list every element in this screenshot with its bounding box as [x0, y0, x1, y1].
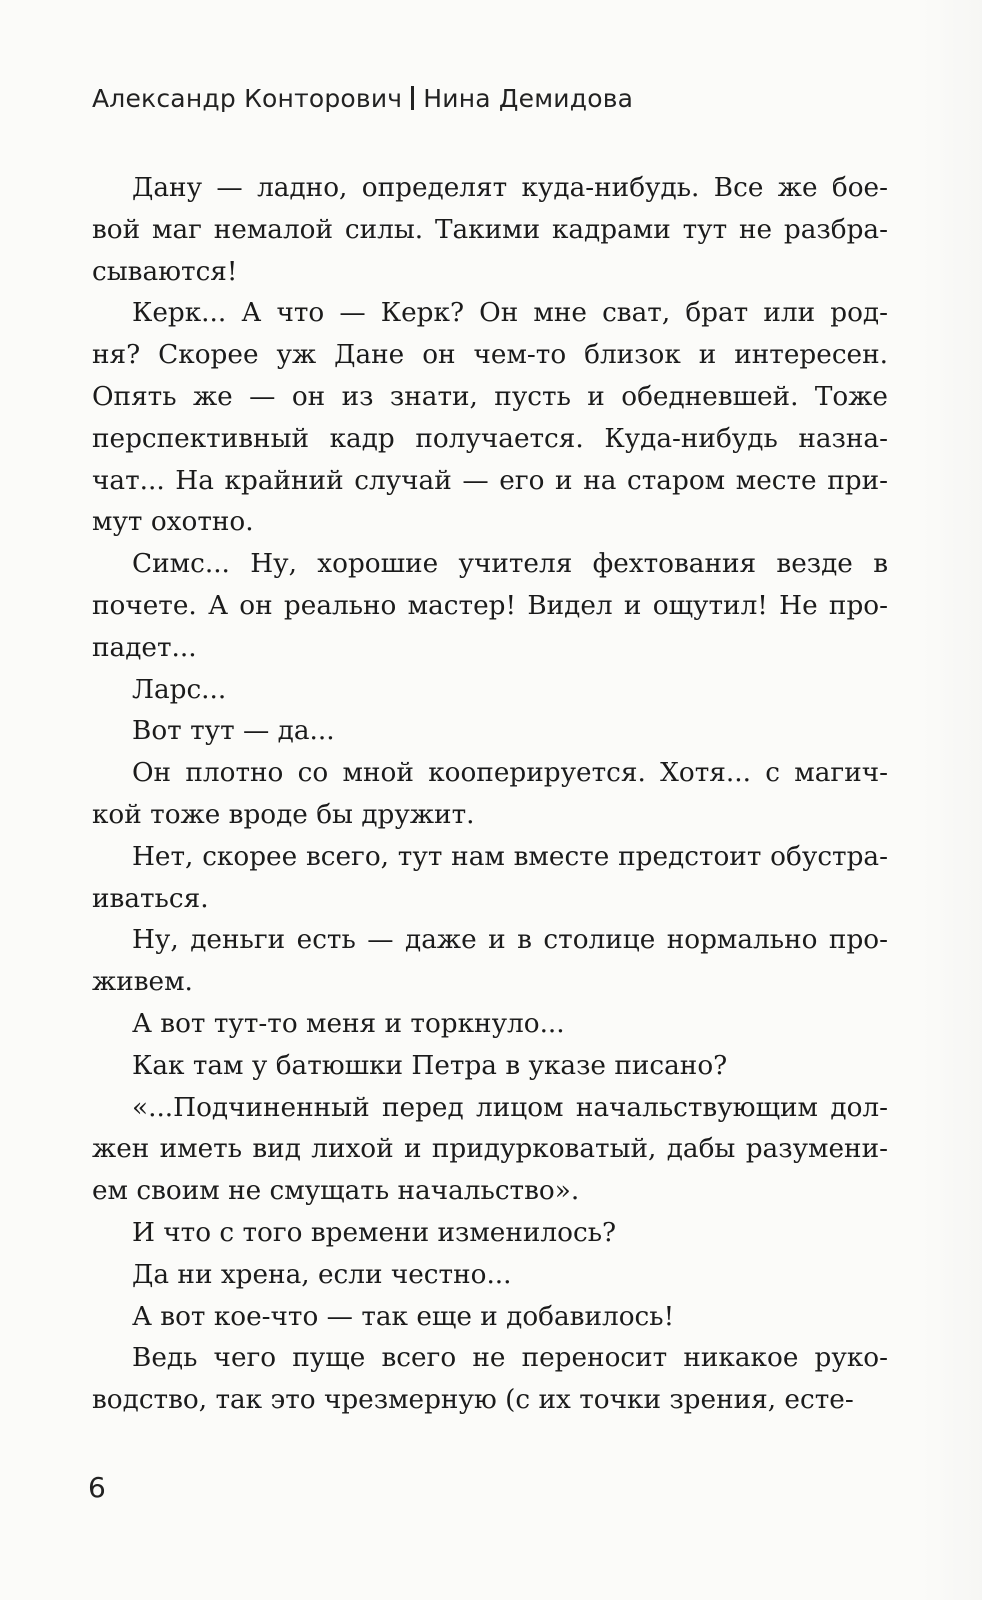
- text-line: Ларс...: [132, 674, 227, 705]
- paper-edge-shade: [922, 0, 982, 1600]
- text-line: Опять же — он из знати, пусть и обедневшей. Тоже: [92, 381, 888, 412]
- text-line: падет...: [92, 632, 197, 663]
- paragraph: [92, 1004, 888, 1046]
- paragraph: [92, 670, 888, 712]
- text-line: Керк... А что — Керк? Он мне сват, брат или род-: [132, 298, 888, 329]
- paragraph: [92, 544, 888, 669]
- text-line: Дану — ладно, определят куда-нибудь. Все же бое-: [132, 173, 888, 203]
- text-line: Симс... Ну, хорошие учителя фехтования везде в: [132, 549, 888, 580]
- text-line: чат... На крайний случай — его и на старом месте при-: [92, 465, 888, 496]
- header-separator: [411, 86, 414, 110]
- text-line: «...Подчиненный перед лицом начальствующим дол-: [132, 1092, 888, 1123]
- paragraph: [92, 1213, 888, 1255]
- paragraph: [92, 920, 888, 1004]
- text-line: А вот кое-что — так еще и добавилось!: [132, 1301, 675, 1332]
- text-line: почете. А он реально мастер! Видел и ощутил! Не про-: [92, 590, 888, 621]
- paragraph: [92, 1088, 888, 1213]
- text-line: ем своим не смущать начальство».: [92, 1176, 580, 1207]
- page-number: 6: [88, 1471, 106, 1504]
- author-name-2: Нина Демидова: [423, 84, 634, 113]
- text-line: Да ни хрена, если честно...: [132, 1259, 512, 1290]
- author-name-1: Александр Конторович: [92, 84, 403, 113]
- text-line: перспективный кадр получается. Куда-нибудь назна-: [92, 423, 888, 454]
- paragraph: [92, 1338, 888, 1422]
- paragraph: [92, 1046, 888, 1088]
- text-line: мут охотно.: [92, 507, 254, 538]
- text-line: Ну, деньги есть — даже и в столице нормально про-: [132, 925, 888, 956]
- text-line: живем.: [92, 967, 193, 998]
- text-line: А вот тут-то меня и торкнуло...: [132, 1008, 565, 1039]
- text-line: Как там у батюшки Петра в указе писано?: [132, 1050, 728, 1081]
- text-line: Он плотно со мной кооперируется. Хотя... с магич-: [132, 758, 888, 789]
- paragraph: [92, 293, 888, 544]
- text-line: кой тоже вроде бы дружит.: [92, 799, 475, 830]
- text-line: Вот тут — да...: [132, 716, 335, 747]
- body-text: [92, 168, 888, 1422]
- paragraph: [92, 837, 888, 921]
- paragraph: [92, 1297, 888, 1339]
- paragraph: [92, 753, 888, 837]
- text-line: И что с того времени изменилось?: [132, 1217, 617, 1248]
- paragraph: [92, 1255, 888, 1297]
- text-line: Нет, скорее всего, тут нам вместе предстоит обустра-: [132, 841, 888, 872]
- text-line: иваться.: [92, 883, 209, 914]
- text-line: жен иметь вид лихой и придурковатый, дабы разумени-: [92, 1134, 888, 1165]
- paragraph: [92, 168, 888, 293]
- running-header: [92, 84, 633, 113]
- text-line: сываются!: [92, 256, 238, 287]
- text-line: водство, так это чрезмерную (с их точки зрения, есте-: [92, 1385, 854, 1416]
- text-line: ня? Скорее уж Дане он чем-то близок и интересен.: [92, 340, 888, 371]
- text-line: вой маг немалой силы. Такими кадрами тут не разбра-: [92, 214, 888, 245]
- paragraph: [92, 711, 888, 753]
- text-line: Ведь чего пуще всего не переносит никакое руко-: [132, 1343, 888, 1374]
